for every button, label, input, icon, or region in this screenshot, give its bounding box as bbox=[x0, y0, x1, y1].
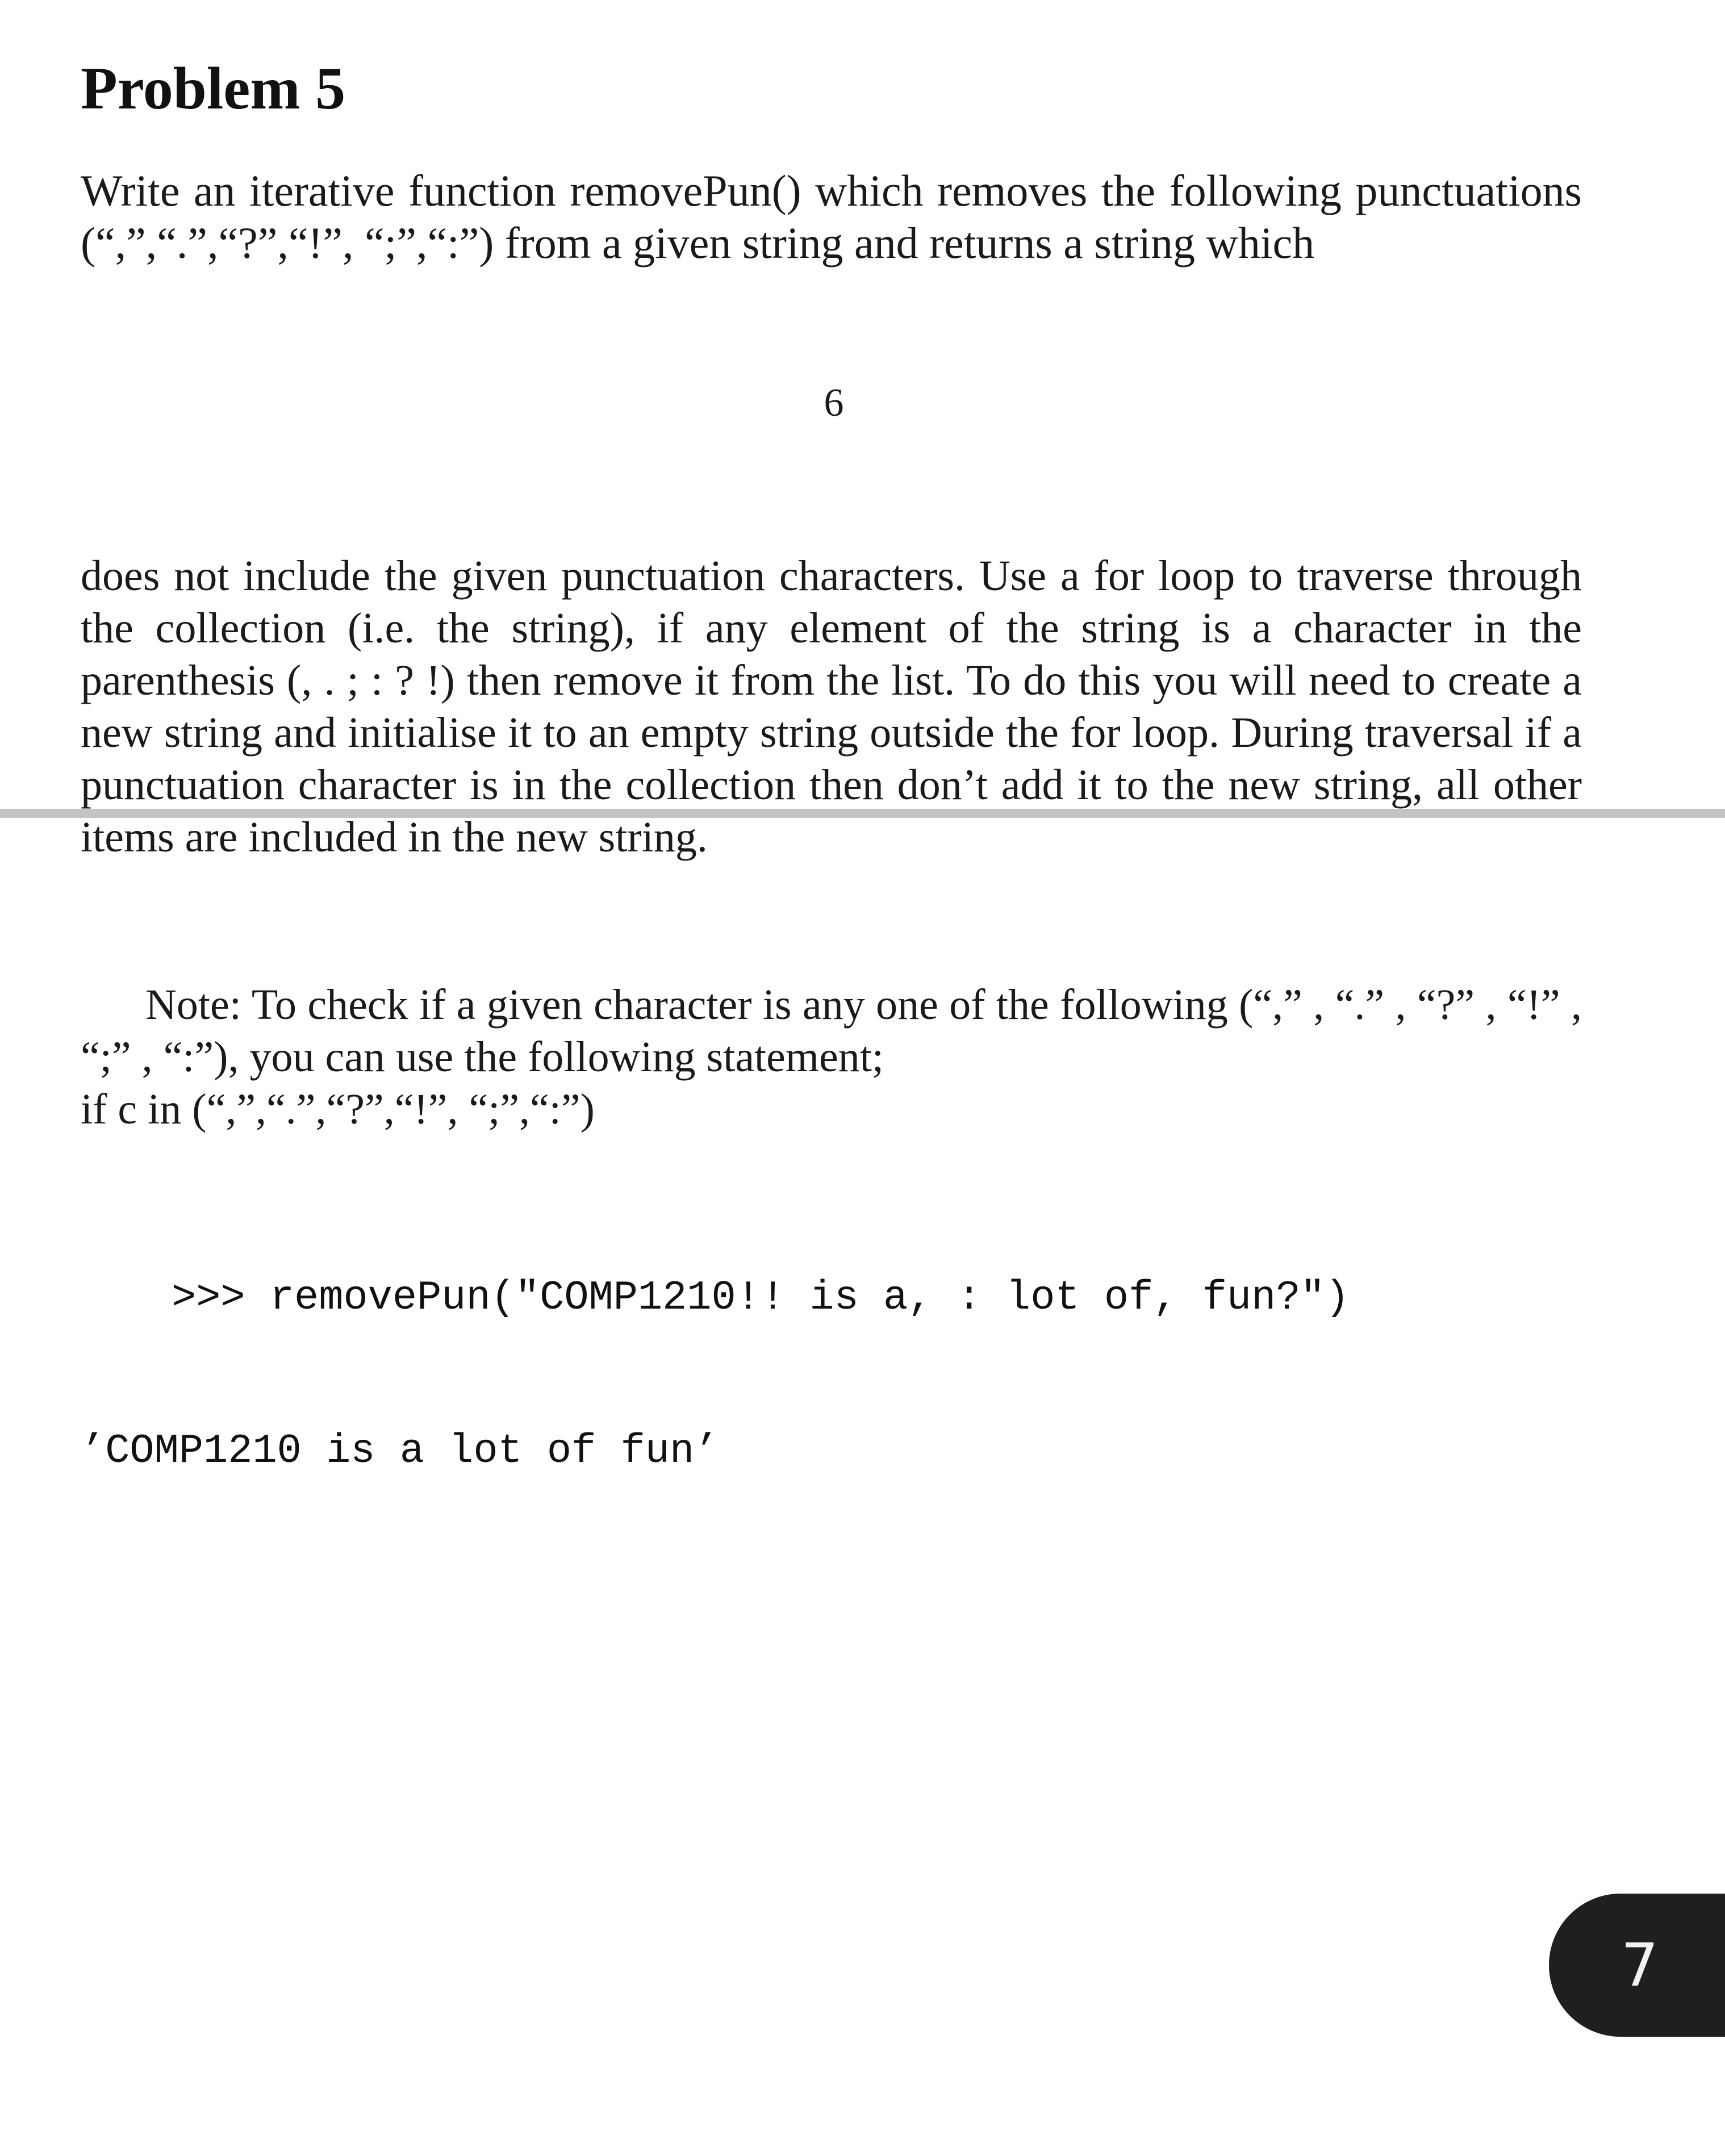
page-indicator-number: 7 bbox=[1620, 1931, 1659, 2000]
code-example bbox=[81, 1170, 1350, 1579]
problem-title: Problem 5 bbox=[81, 55, 346, 122]
note-paragraph: Note: To check if a given character is any one of the following (“,” , “.” , “?” , “!” , “;” , “:”), you can use the following statement; bbox=[81, 981, 1582, 1081]
code-output-line: ’COMP1210 is a lot of fun’ bbox=[81, 1428, 719, 1474]
page-number: 6 bbox=[824, 381, 844, 425]
problem-intro-paragraph: Write an iterative function removePun() which removes the following punctuations (“,”,“.”,“?”,“!”, “;”,“:”) from a given string and returns a string which bbox=[81, 166, 1582, 268]
code-input-line: >>> removePun("COMP1210!! is a, : lot of, fun?") bbox=[172, 1275, 1350, 1321]
page-indicator-badge[interactable] bbox=[1549, 1894, 1725, 2037]
note-statement: if c in (“,”,“.”,“?”,“!”, “;”,“:”) bbox=[81, 1085, 595, 1133]
problem-continued-paragraph: does not include the given punctuation characters. Use a for loop to traverse through the collection (i.e. the string), if any element of the string is a character in the parenthesis (, . ; : ? !) then remove it from the list. To do this you will need to create a new string and initialise it to an empty string outside the for loop. During traversal if a punctuation character is in the collection then don’t add it to the new string, all other items are included in the new string. bbox=[81, 552, 1582, 861]
